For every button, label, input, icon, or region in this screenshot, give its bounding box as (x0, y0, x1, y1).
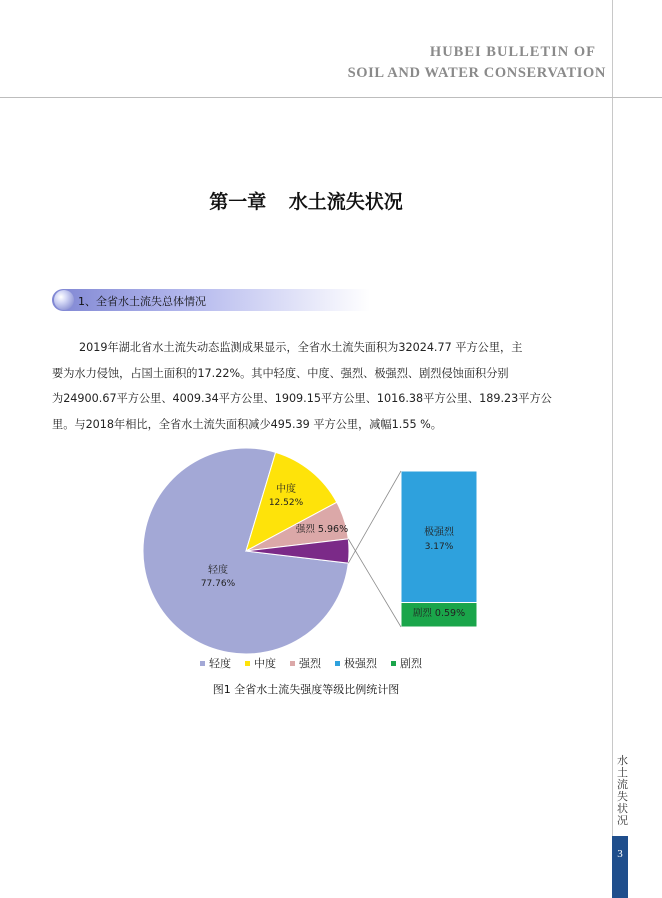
journal-header-line1: HUBEI BULLETIN OF (429, 44, 596, 60)
label-moderate-name: 中度 (276, 484, 296, 495)
legend-item-severe (391, 655, 422, 671)
legend-label-severe: 剧烈 (400, 657, 422, 670)
paragraph-line-3: 为24900.67平方公里、4009.34平方公里、1909.15平方公里、1016.38平方公里、189.23平方公 (52, 392, 552, 405)
chapter-title: 第一章 水土流失状况 (209, 191, 403, 213)
legend-swatch-strong (290, 661, 295, 666)
page-number-tab (612, 836, 628, 898)
section-heading: 1、全省水土流失总体情况 (78, 295, 206, 308)
journal-header-line2: SOIL AND WATER CONSERVATION (347, 65, 606, 81)
label-extreme-name: 极强烈 (424, 527, 454, 538)
legend-item-light (200, 655, 231, 671)
legend-item-strong (290, 655, 321, 671)
label-extreme-value: 3.17% (424, 542, 454, 552)
legend-swatch-moderate (245, 661, 250, 666)
legend-item-moderate (245, 655, 276, 671)
chart-legend (200, 655, 422, 671)
side-chapter-label: 水土流失状况 (617, 754, 628, 827)
connector-line-bottom (348, 539, 401, 627)
legend-swatch-light (200, 661, 205, 666)
legend-swatch-extreme (335, 661, 340, 666)
label-moderate-value: 12.52% (268, 498, 304, 508)
paragraph-line-2: 要为水力侵蚀，占国土面积的17.22%。其中轻度、中度、强烈、极强烈、剧烈侵蚀面积分别 (52, 366, 509, 380)
label-light-name: 轻度 (208, 565, 228, 576)
page-number: 3 (617, 848, 623, 860)
legend-label-extreme: 极强烈 (344, 657, 377, 670)
figure-caption: 图1 全省水土流失强度等级比例统计图 (212, 683, 400, 696)
legend-item-extreme (335, 655, 377, 671)
label-strong: 强烈 5.96% (295, 524, 349, 535)
paragraph-line-1: 2019年湖北省水土流失动态监测成果显示，全省水土流失面积为32024.77 平方公里，主 (79, 341, 523, 354)
paragraph-line-4: 里。与2018年相比，全省水土流失面积减少495.39 平方公里，减幅1.55 %。 (52, 417, 442, 431)
label-light-value: 77.76% (200, 579, 236, 589)
legend-swatch-severe (391, 661, 396, 666)
legend-label-light: 轻度 (209, 657, 231, 670)
legend-label-strong: 强烈 (299, 657, 321, 670)
legend-label-moderate: 中度 (254, 657, 276, 670)
connector-line-top (348, 471, 401, 563)
label-severe: 剧烈 0.59% (412, 608, 466, 619)
